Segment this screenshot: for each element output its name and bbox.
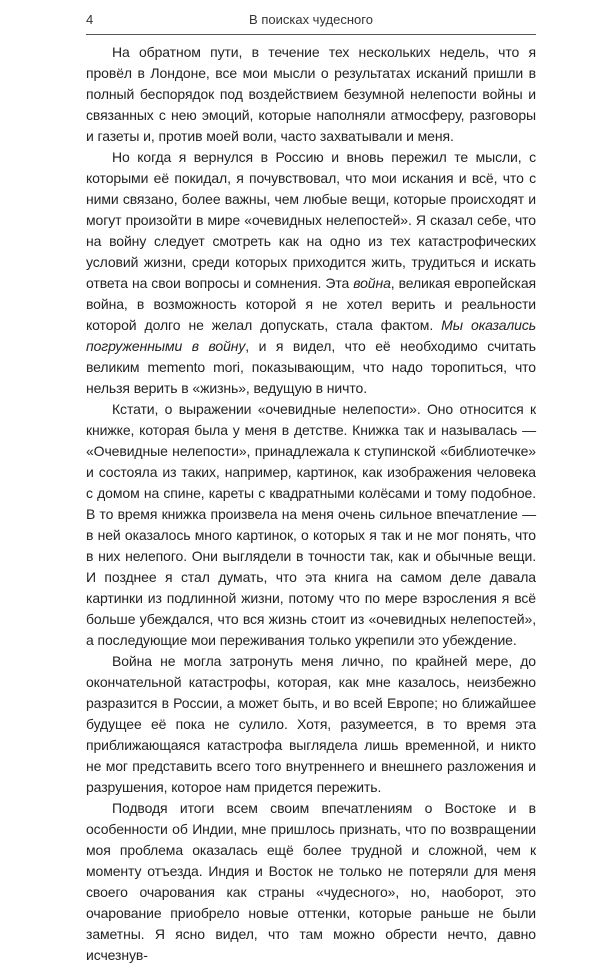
text-run: На обратном пути, в течение тех нескольких недель, что я провёл в Лондоне, все мои мысли о результатах исканий пришли в полный беспорядок под воздействием безумной нелепости войны и связанных с нею эмоций, которые наполняли атмосферу, разговоры и газеты и, против моей воли, часто захватывали и меня. <box>86 44 536 144</box>
text-run: , великая европейская война, в возможность которой я не хотел верить и реальности которой долго не желал допускать, стала фактом. <box>86 275 536 333</box>
text-run: , и я видел, что её необходимо считать великим memento mori, показывающим, что надо торопиться, что нельзя верить в «жизнь», ведущую в ничто. <box>86 338 536 396</box>
text-run: Но когда я вернулся в Россию и вновь пережил те мысли, с которыми её покидал, я почувствовал, что мои искания и всё, что с ними связано, более важны, чем любые вещи, которые происходят и могут произойти в мире «очевидных нелепостей». Я сказал себе, что на войну следует смотреть как на одно из тех катастрофических условий жизни, среди которых приходится жить, трудиться и искать ответа на свои вопросы и сомнения. Эта <box>86 149 536 291</box>
italic-run: Мы оказались погруженными в войну <box>86 317 536 354</box>
text-run: Кстати, о выражении «очевидные нелепости». Оно относится к книжке, которая была у меня в детстве. Книжка так и называлась — «Очевидные нелепости», принадлежала к ступинской «библиотечке» и состояла из таких, например, картинок, как изображения человека с домом на спине, кареты с квадратными колёсами и тому подобное. В то время книжка произвела на меня очень сильное впечатление — в ней оказалось много картинок, о которых я так и не мог понять, что в них нелепого. Они выглядели в точности так, как и обычные вещи. И позднее я стал думать, что эта книга на самом деле давала картинки из подлинной жизни, потому что по мере взросления я всё больше убеждался, что вся жизнь стоит из «очевидных нелепостей», а последующие мои переживания только укрепили это убеждение. <box>86 401 536 648</box>
running-title: В поисках чудесного <box>249 12 373 27</box>
italic-run: война <box>353 275 391 291</box>
running-header <box>86 10 536 35</box>
paragraph-1 <box>86 42 536 147</box>
text-run: Подводя итоги всем своим впечатлениям о Востоке и в особенности об Индии, мне пришлось признать, что по возвращении моя проблема оказалась ещё более трудной и сложной, чем к моменту отъезда. Индия и Восток не только не потеряли для меня своего очарования как страны «чудесного», но, наоборот, это очарование приобрело новые оттенки, которые раньше не были заметны. Я ясно видел, что там можно обрести нечто, давно исчезнув- <box>86 800 536 963</box>
text-run: Война не могла затронуть меня лично, по крайней мере, до окончательной катастрофы, которая, как мне казалось, неизбежно разразится в России, а может быть, и во всей Европе; но ближайшее будущее её пока не сулило. Хотя, разумеется, в то время эта приближающаяся катастрофа выглядела лишь временной, и никто не мог представить всего того внутреннего и внешнего разложения и разрушения, которое нам придется пережить. <box>86 653 536 795</box>
page-number: 4 <box>86 12 94 27</box>
paragraph-5 <box>86 798 536 966</box>
paragraph-2 <box>86 147 536 399</box>
paragraph-4 <box>86 651 536 798</box>
body-text <box>86 42 536 966</box>
paragraph-3 <box>86 399 536 651</box>
